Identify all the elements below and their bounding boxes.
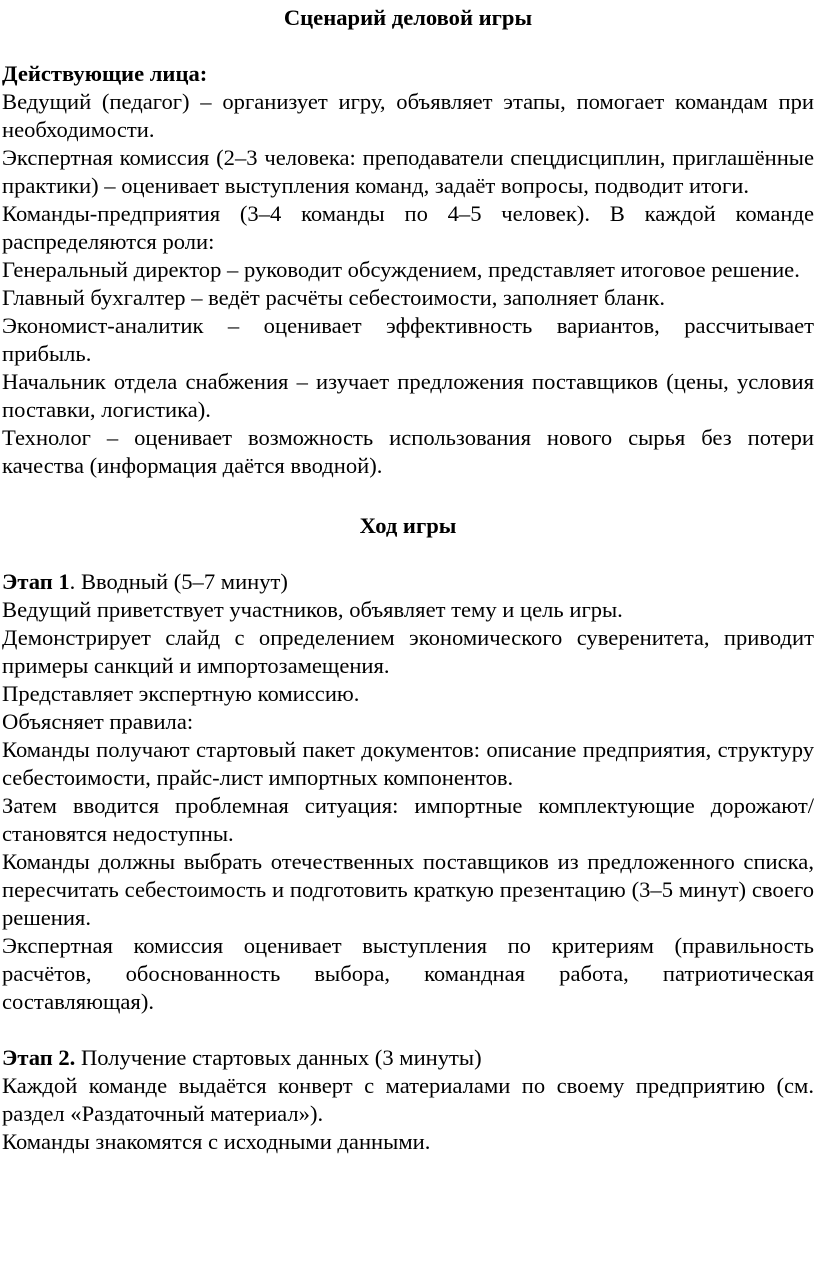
document-title: Сценарий деловой игры (283, 5, 533, 30)
stage1-heading (2, 568, 814, 596)
stage1-item: Объясняет правила: (2, 709, 194, 734)
stage2-title: Получение стартовых данных (3 минуты) (75, 1045, 482, 1070)
stage1-title: . Вводный (5–7 минут) (69, 569, 288, 594)
stage1-item: Команды получают стартовый пакет документов: описание предприятия, структуру себестоимости, прайс-лист импортных компонентов. (2, 737, 814, 790)
course-heading: Ход игры (359, 513, 457, 538)
stage1-item: Ведущий приветствует участников, объявляет тему и цель игры. (2, 597, 623, 622)
stage1-item: Представляет экспертную комиссию. (2, 681, 360, 706)
stage1-label: Этап 1 (2, 569, 70, 594)
stage2-label: Этап 2. (2, 1045, 76, 1070)
role-paragraph-teams: Команды-предприятия (3–4 команды по 4–5 человек). В каждой команде распределяются роли: (2, 201, 814, 254)
role-paragraph-technologist: Технолог – оценивает возможность использования нового сырья без потери качества (информация даётся вводной). (2, 425, 814, 478)
stage1-item: Экспертная комиссия оценивает выступления по критериям (правильность расчётов, обоснованность выбора, командная работа, патриотическая составляющая). (2, 933, 814, 1014)
role-paragraph-supply: Начальник отдела снабжения – изучает предложения поставщиков (цены, условия поставки, логистика). (2, 369, 814, 422)
stage1-item: Команды должны выбрать отечественных поставщиков из предложенного списка, пересчитать себестоимость и подготовить краткую презентацию (3–5 минут) своего решения. (2, 849, 814, 930)
stage1-item: Демонстрирует слайд с определением экономического суверенитета, приводит примеры санкций и импортозамещения. (2, 625, 814, 678)
document-page (2, 0, 814, 1156)
blank-line (2, 32, 814, 60)
blank-line (2, 1016, 814, 1044)
blank-line (2, 480, 814, 508)
role-paragraph-host: Ведущий (педагог) – организует игру, объявляет этапы, помогает командам при необходимости. (2, 89, 814, 142)
stage2-item: Каждой команде выдаётся конверт с материалами по своему предприятию (см. раздел «Раздаточный материал»). (2, 1073, 814, 1126)
role-paragraph-ceo: Генеральный директор – руководит обсуждением, представляет итоговое решение. (2, 257, 800, 282)
role-paragraph-economist: Экономист-аналитик – оценивает эффективность вариантов, рассчитывает прибыль. (2, 313, 814, 366)
blank-line (2, 540, 814, 568)
stage2-heading (2, 1044, 814, 1072)
stage1-item: Затем вводится проблемная ситуация: импортные комплектующие дорожают/становятся недоступны. (2, 793, 814, 846)
roles-heading: Действующие лица: (2, 61, 208, 86)
stage2-item: Команды знакомятся с исходными данными. (2, 1129, 431, 1154)
role-paragraph-experts: Экспертная комиссия (2–3 человека: преподаватели спецдисциплин, приглашённые практики) – оценивает выступления команд, задаёт вопросы, подводит итоги. (2, 145, 814, 198)
role-paragraph-accountant: Главный бухгалтер – ведёт расчёты себестоимости, заполняет бланк. (2, 285, 666, 310)
